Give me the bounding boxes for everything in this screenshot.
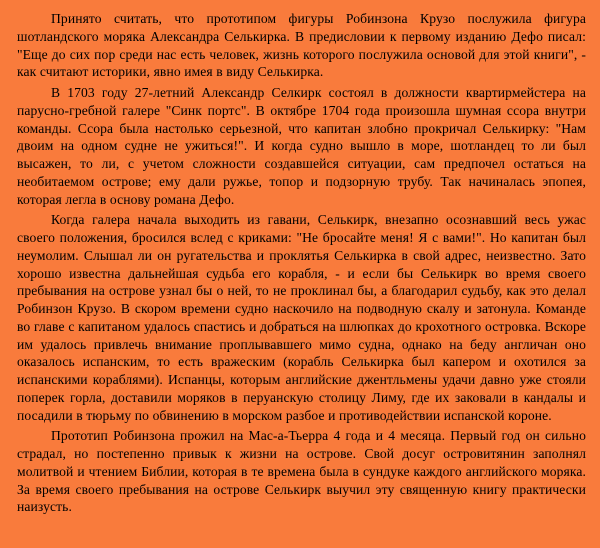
paragraph-3: Когда галера начала выходить из гавани, Селькирк, внезапно осознавший весь ужас своего положения, бросился вслед с криками: "Не бросайте меня! Я с вами!". Но капитан был неумолим. Слышал ли он ругательства и проклятья Селькирка в свой адрес, неизвестно. Зато хорошо известна дальнейшая судьба его корабля, - и если бы Селькирк во время своего пребывания на острове узнал бы о ней, то не проклинал бы, а благодарил судьбу, как это делал Робинзон Крузо. В скором времени судно наскочило на подводную скалу и затонула. Команде во главе с капитаном удалось спастись и добраться на шлюпках до крохотного островка. Вскоре им удалось привлечь внимание проплывавшего мимо судна, однако на беду англичан оно оказалось испанским, то есть вражеским (корабль Селькирка был капером и охотился за испанскими кораблями). Испанцы, которым английские джентльмены удачи давно уже стояли поперек горла, доставили моряков в перуанскую столицу Лиму, где их заковали в кандалы и посадили в тюрьму по обвинению в морском разбое и противодействии испанской короне. [17, 212, 586, 423]
paragraph-1: Принято считать, что прототипом фигуры Робинзона Крузо послужила фигура шотландского моряка Александра Селькирка. В предисловии к первому изданию Дефо писал: "Еще до сих пор среди нас есть человек, жизнь которого послужила основой для этой книги", - как считают историки, явно имея в виду Селькирка. [17, 11, 586, 80]
paragraph-4: Прототип Робинзона прожил на Мас-а-Тьерра 4 года и 4 месяца. Первый год он сильно страдал, но постепенно привык к жизни на острове. Свой досуг островитянин заполнял молитвой и чтением Библии, которая в те времена была в сундуке каждого английского моряка. За время своего пребывания на острове Селькирк выучил эту священную книгу практически наизусть. [17, 428, 586, 515]
paragraph-2: В 1703 году 27-летний Александр Селкирк состоял в должности квартирмейстера на парусно-гребной галере "Синк портс". В октябре 1704 года произошла шумная ссора внутри команды. Ссора была настолько серьезной, что капитан злобно прокричал Селькирку: "Нам двоим на одном судне не ужиться!". И когда судно вышло в море, шотландец то ли был высажен, то ли, с учетом сложности создавшейся ситуации, сам предпочел остаться на необитаемом острове; ему дали ружье, топор и подзорную трубу. Так начиналась эпопея, которая легла в основу романа Дефо. [17, 85, 586, 207]
